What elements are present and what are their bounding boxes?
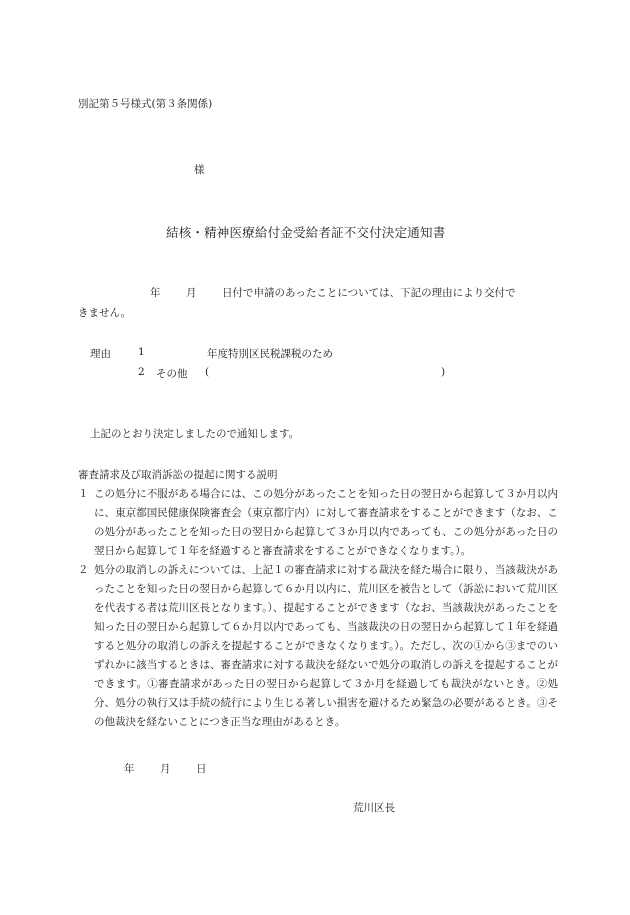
explanation-item-2	[78, 561, 558, 732]
reason-2-number: 2	[138, 366, 145, 378]
reason-2-close-paren: )	[441, 366, 446, 378]
intro-month-label: 月	[186, 287, 197, 299]
reason-1-text: 年度特別区民税課税のため	[207, 348, 333, 360]
explanation-heading: 審査請求及び取消訴訟の提起に関する説明	[78, 469, 278, 481]
form-label: 別記第５号様式(第３条関係)	[78, 98, 213, 110]
explanation-item-1	[78, 485, 558, 561]
explanation-item-2-number: ２	[78, 564, 89, 576]
reason-1-number: 1	[138, 346, 145, 358]
explanation-item-2-text: 処分の取消しの訴えについては、上記１の審査請求に対する裁決を経た場合に限り、当該裁決があったことを知った日の翌日から起算して６か月以内に、荒川区を被告として（訴訟において荒川区を代表する者は荒川区長となります。）、提起することができます（なお、当該裁決があったことを知った日の翌日から起算して６か月以内であっても、当該裁決の日の翌日から起算して１年を経過すると処分の取消しの訴えを提起することができなくなります。）。ただし、次の①から③までのいずれかに該当するときは、審査請求に対する裁決を経ないで処分の取消しの訴えを提起することができます。①審査請求があった日の翌日から起算して３か月を経過しても裁決がないとき。②処分、処分の執行又は手続の続行により生じる著しい損害を避けるため緊急の必要があるとき。③その他裁決を経ないことにつき正当な理由があるとき。	[94, 564, 558, 728]
reason-2-text: その他	[156, 368, 188, 380]
addressee-suffix: 様	[194, 164, 205, 176]
reason-2-open-paren: (	[205, 366, 210, 378]
explanation-section	[78, 466, 558, 732]
date-month-label: 月	[160, 763, 171, 775]
issuer-name: 荒川区長	[353, 802, 395, 814]
decision-text: 上記のとおり決定しましたので通知します。	[90, 428, 300, 440]
reason-heading: 理由	[90, 348, 111, 360]
explanation-item-1-text: この処分に不服がある場合には、この処分があったことを知った日の翌日から起算して３か月以内に、東京都国民健康保険審査会（東京都庁内）に対して審査請求をすることができます（なお、この処分があったことを知った日の翌日から起算して３か月以内であっても、この処分があった日の翌日から起算して１年を経過すると審査請求をすることができなくなります。）。	[94, 488, 558, 557]
explanation-item-1-number: １	[78, 488, 89, 500]
date-day-label: 日	[196, 763, 207, 775]
document-title: 結核・精神医療給付金受給者証不交付決定通知書	[166, 225, 446, 240]
intro-year-label: 年	[150, 287, 161, 299]
intro-text: 日付で申請のあったことについては、下記の理由により交付で	[222, 287, 516, 299]
intro-line-2: きません。	[78, 307, 132, 319]
date-year-label: 年	[124, 763, 135, 775]
